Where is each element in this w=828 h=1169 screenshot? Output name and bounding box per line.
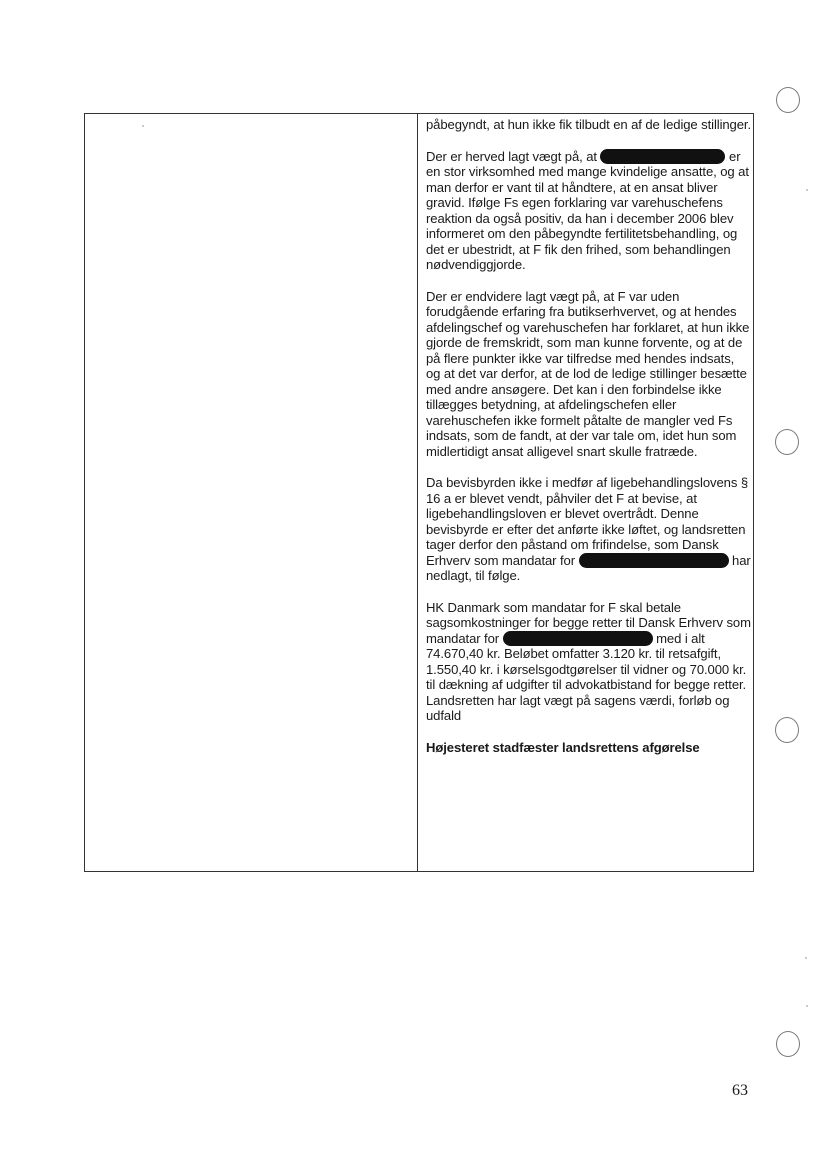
page-number: 63 [732, 1082, 748, 1099]
punch-hole-icon [775, 717, 799, 743]
redaction-bar [503, 631, 653, 646]
paragraph-text: Da bevisbyrden ikke i medfør af ligebehandlingslovens § 16 a er blevet vendt, påhviler det F at bevise, at ligebehandlingsloven er blevet overtrådt. Denne bevisbyrde er efter det anførte ikke løftet, og landsretten tager derfor den påstand om frifindelse, som Dansk Erhverv som mandatar for [426, 475, 749, 568]
left-column-empty [86, 115, 416, 870]
verdict-heading: Højesteret stadfæster landsrettens afgørelse [426, 739, 700, 755]
right-column-text [426, 117, 752, 755]
paragraph-text: påbegyndt, at hun ikke fik tilbudt en af de ledige stillinger. [426, 117, 751, 132]
paragraph [426, 117, 752, 133]
paragraph-text: med i alt 74.670,40 kr. Beløbet omfatter 3.120 kr. til retsafgift, 1.550,40 kr. i kørselsgodtgørelser til vidner og 70.000 kr. til dækning af udgifter til advokatbistand for begge retter. Landsretten har lagt vægt på sagens værdi, forløb og udfald [426, 630, 747, 723]
paragraph-text: er en stor virksomhed med mange kvindelige ansatte, og at man derfor er vant til at håndtere, at en ansat bliver gravid. Ifølge Fs egen forklaring var varehuschefens reaktion da også positiv, da han i december 2006 blev informeret om den påbegyndte fertilitetsbehandling, og det er ubestridt, at F fik den frihed, som behandlingen nødvendiggjorde. [426, 148, 749, 272]
paragraph [426, 475, 752, 584]
paragraph [426, 600, 752, 724]
redaction-bar [600, 149, 725, 164]
scan-speck [806, 1005, 808, 1007]
scan-speck [142, 125, 144, 127]
scan-speck [805, 957, 807, 959]
punch-hole-icon [776, 1031, 800, 1057]
paragraph-text: har nedlagt, til følge. [426, 552, 751, 583]
column-divider [417, 113, 418, 872]
scan-speck [806, 189, 808, 191]
paragraph-text: Der er endvidere lagt vægt på, at F var uden forudgående erfaring fra butikserhvervet, og at hendes afdelingschef og varehuschefen har forklaret, at hun ikke gjorde de fremskridt, som man kunne forvente, og at de på flere punkter ikke var tilfredse med hendes indsats, og at det var derfor, at de lod de ledige stillinger besætte med andre ansøgere. Det kan i den forbindelse ikke tillægges betydning, at afdelingschefen eller varehuschefen ikke formelt påtalte de mangler ved Fs indsats, som de fandt, at der var tale om, idet hun som midlertidigt ansat alligevel snart skulle fratræde. [426, 288, 750, 459]
paragraph-text: HK Danmark som mandatar for F skal betale sagsomkostninger for begge retter til Dansk Erhverv som mandatar for [426, 599, 751, 646]
paragraph [426, 289, 752, 460]
redaction-bar [579, 553, 729, 568]
paragraph-text: Der er herved lagt vægt på, at [426, 148, 601, 164]
paragraphs [426, 117, 752, 724]
punch-hole-icon [776, 87, 800, 113]
paragraph [426, 149, 752, 273]
punch-hole-icon [775, 429, 799, 455]
